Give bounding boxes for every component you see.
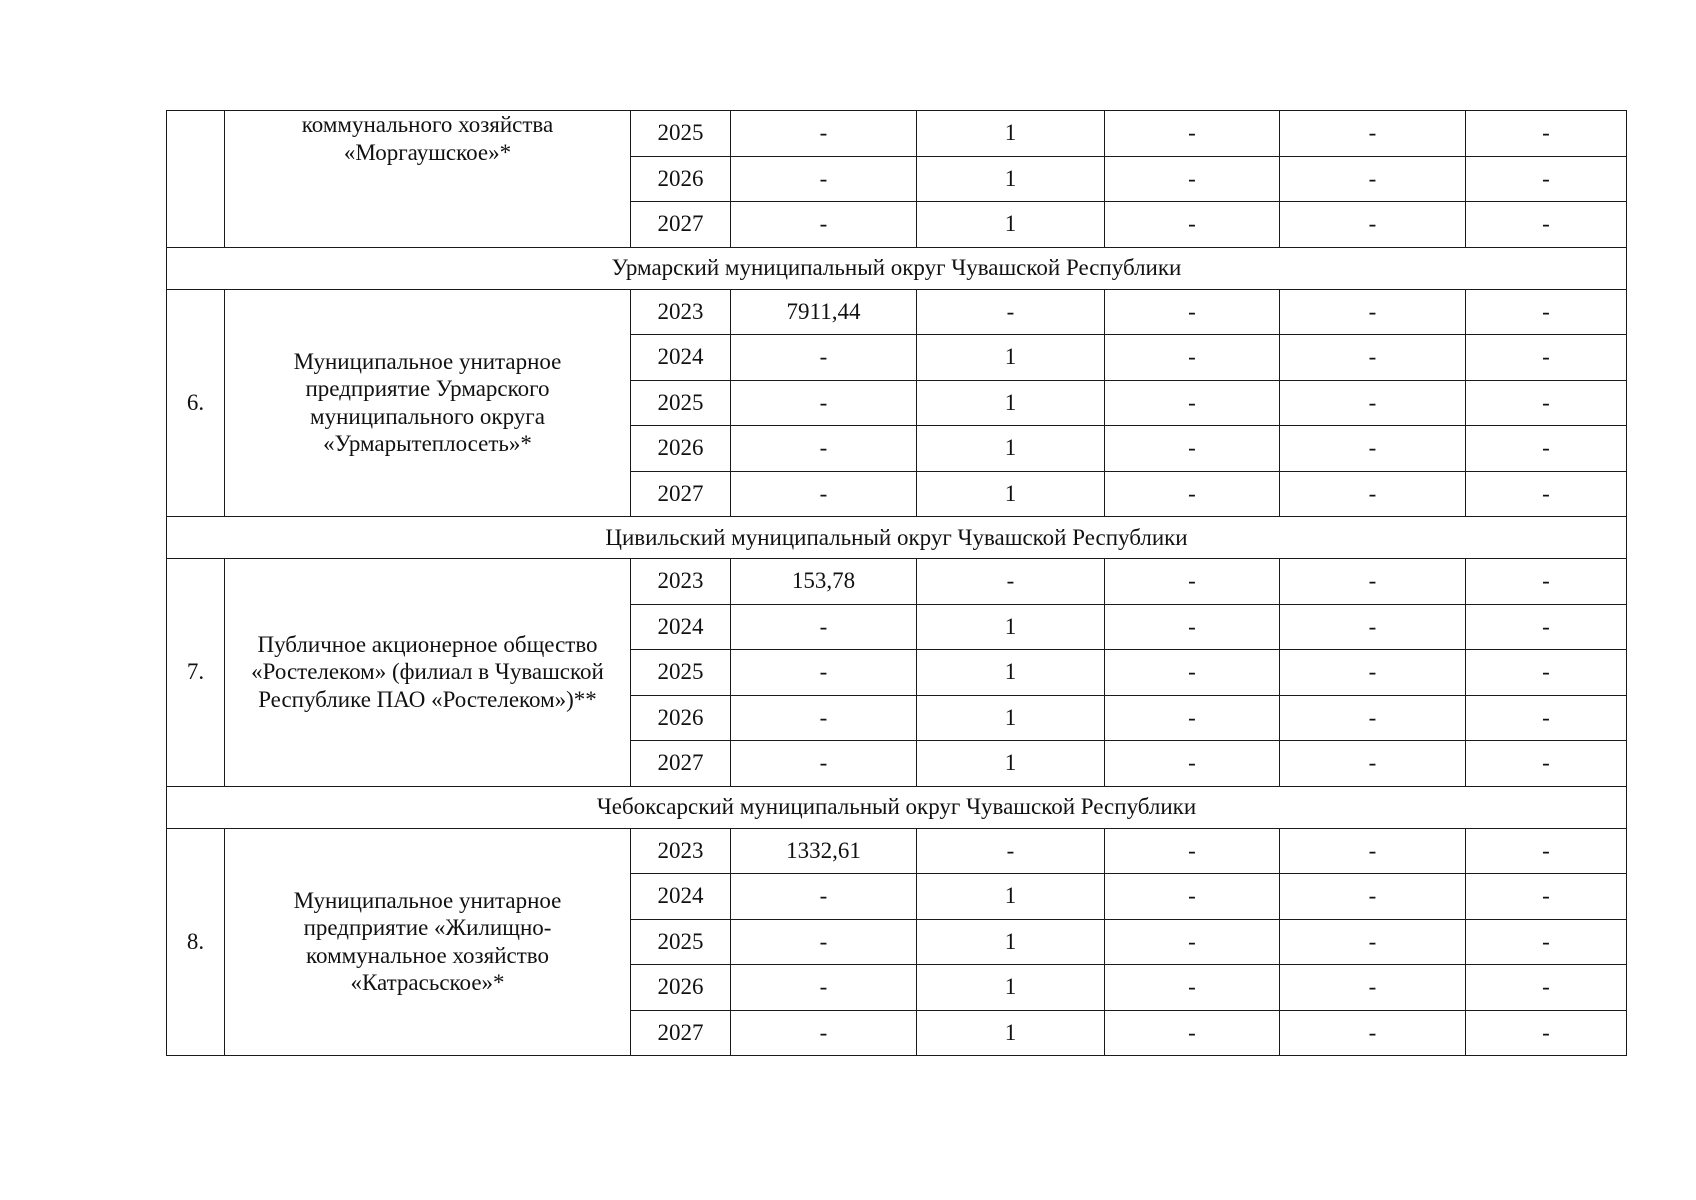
value-cell: 1 bbox=[917, 380, 1105, 426]
organization-name-line: предприятие Урмарского bbox=[305, 376, 550, 402]
organization-name-line: муниципального округа bbox=[310, 403, 545, 429]
organization-name-line: коммунальное хозяйство bbox=[306, 942, 549, 968]
year-cell: 2027 bbox=[631, 741, 731, 787]
value-cell: - bbox=[1280, 604, 1466, 650]
year-cell: 2025 bbox=[631, 919, 731, 965]
value-cell: - bbox=[731, 741, 917, 787]
section-heading: Урмарский муниципальный округ Чувашской Республики bbox=[167, 247, 1627, 289]
value-cell: 1 bbox=[917, 156, 1105, 202]
value-cell: 1 bbox=[917, 874, 1105, 920]
value-cell: - bbox=[1466, 695, 1627, 741]
value-cell: - bbox=[1105, 1010, 1280, 1056]
value-cell: - bbox=[731, 111, 917, 157]
value-cell: - bbox=[1105, 695, 1280, 741]
year-cell: 2026 bbox=[631, 965, 731, 1011]
year-cell: 2025 bbox=[631, 380, 731, 426]
year-cell: 2025 bbox=[631, 111, 731, 157]
value-cell: - bbox=[1105, 650, 1280, 696]
row-number: 7. bbox=[167, 559, 225, 787]
year-cell: 2025 bbox=[631, 650, 731, 696]
value-cell: - bbox=[731, 156, 917, 202]
value-cell: - bbox=[1466, 156, 1627, 202]
section-heading: Чебоксарский муниципальный округ Чувашской Республики bbox=[167, 786, 1627, 828]
value-cell: - bbox=[1280, 1010, 1466, 1056]
data-table bbox=[166, 110, 1627, 1056]
value-cell: - bbox=[1466, 426, 1627, 472]
value-cell: - bbox=[1466, 650, 1627, 696]
value-cell: - bbox=[1280, 335, 1466, 381]
value-cell: - bbox=[1466, 874, 1627, 920]
value-cell: - bbox=[1105, 202, 1280, 248]
value-cell: - bbox=[1280, 559, 1466, 605]
value-cell: - bbox=[731, 650, 917, 696]
value-cell: - bbox=[731, 874, 917, 920]
value-cell: - bbox=[1105, 426, 1280, 472]
row-number: 8. bbox=[167, 828, 225, 1056]
value-cell: - bbox=[1466, 919, 1627, 965]
value-cell: - bbox=[1466, 380, 1627, 426]
organization-name-line: «Ростелеком» (филиал в Чувашской bbox=[251, 659, 604, 685]
value-cell: - bbox=[1280, 650, 1466, 696]
value-cell: 1 bbox=[917, 919, 1105, 965]
value-cell: - bbox=[1280, 426, 1466, 472]
value-cell: - bbox=[1280, 202, 1466, 248]
value-cell: - bbox=[1466, 604, 1627, 650]
value-cell: 1 bbox=[917, 111, 1105, 157]
table-row bbox=[167, 111, 1627, 157]
organization-name bbox=[225, 559, 631, 787]
organization-name-line: Муниципальное унитарное bbox=[293, 348, 562, 374]
year-cell: 2023 bbox=[631, 559, 731, 605]
value-cell: - bbox=[1280, 741, 1466, 787]
organization-name-line: Муниципальное унитарное bbox=[293, 887, 562, 913]
row-number: 6. bbox=[167, 289, 225, 517]
organization-name-line: Республике ПАО «Ростелеком»)** bbox=[258, 687, 597, 713]
organization-name-line: коммунального хозяйства bbox=[301, 112, 554, 137]
year-cell: 2023 bbox=[631, 289, 731, 335]
table-row bbox=[167, 289, 1627, 335]
organization-name bbox=[225, 289, 631, 517]
value-cell: - bbox=[731, 965, 917, 1011]
value-cell: - bbox=[1280, 156, 1466, 202]
value-cell: - bbox=[1466, 471, 1627, 517]
value-cell: 1332,61 bbox=[731, 828, 917, 874]
value-cell: - bbox=[731, 335, 917, 381]
section-row bbox=[167, 786, 1627, 828]
value-cell: 1 bbox=[917, 650, 1105, 696]
value-cell: - bbox=[917, 559, 1105, 605]
value-cell: - bbox=[1105, 965, 1280, 1011]
value-cell: - bbox=[731, 695, 917, 741]
value-cell: 1 bbox=[917, 604, 1105, 650]
value-cell: - bbox=[1105, 156, 1280, 202]
table-body bbox=[167, 111, 1627, 1056]
value-cell: - bbox=[1280, 874, 1466, 920]
year-cell: 2026 bbox=[631, 695, 731, 741]
year-cell: 2026 bbox=[631, 156, 731, 202]
value-cell: - bbox=[1105, 874, 1280, 920]
value-cell: - bbox=[731, 471, 917, 517]
organization-name-line: «Моргаушское»* bbox=[343, 139, 512, 165]
value-cell: 1 bbox=[917, 965, 1105, 1011]
table-row bbox=[167, 559, 1627, 605]
value-cell: 1 bbox=[917, 426, 1105, 472]
year-cell: 2024 bbox=[631, 604, 731, 650]
value-cell: 1 bbox=[917, 741, 1105, 787]
value-cell: - bbox=[731, 202, 917, 248]
value-cell: 153,78 bbox=[731, 559, 917, 605]
section-row bbox=[167, 517, 1627, 559]
value-cell: - bbox=[1280, 111, 1466, 157]
value-cell: - bbox=[1280, 380, 1466, 426]
value-cell: - bbox=[1280, 828, 1466, 874]
value-cell: - bbox=[1105, 828, 1280, 874]
organization-name bbox=[225, 111, 631, 248]
value-cell: - bbox=[1466, 1010, 1627, 1056]
value-cell: 1 bbox=[917, 202, 1105, 248]
value-cell: - bbox=[917, 289, 1105, 335]
value-cell: - bbox=[1280, 471, 1466, 517]
year-cell: 2024 bbox=[631, 874, 731, 920]
value-cell: - bbox=[1105, 289, 1280, 335]
value-cell: - bbox=[917, 828, 1105, 874]
value-cell: - bbox=[1466, 741, 1627, 787]
row-number bbox=[167, 111, 225, 248]
value-cell: - bbox=[1466, 828, 1627, 874]
organization-name bbox=[225, 828, 631, 1056]
year-cell: 2027 bbox=[631, 202, 731, 248]
value-cell: - bbox=[1105, 471, 1280, 517]
value-cell: - bbox=[1280, 965, 1466, 1011]
value-cell: - bbox=[731, 380, 917, 426]
value-cell: - bbox=[731, 1010, 917, 1056]
year-cell: 2027 bbox=[631, 1010, 731, 1056]
value-cell: - bbox=[1280, 289, 1466, 335]
value-cell: - bbox=[731, 604, 917, 650]
organization-name-line: «Урмарытеплосеть»* bbox=[323, 431, 532, 457]
value-cell: - bbox=[1466, 559, 1627, 605]
value-cell: - bbox=[1466, 289, 1627, 335]
value-cell: - bbox=[1280, 919, 1466, 965]
year-cell: 2027 bbox=[631, 471, 731, 517]
value-cell: - bbox=[1105, 559, 1280, 605]
value-cell: - bbox=[1466, 335, 1627, 381]
year-cell: 2026 bbox=[631, 426, 731, 472]
value-cell: - bbox=[1105, 919, 1280, 965]
value-cell: - bbox=[1105, 380, 1280, 426]
year-cell: 2023 bbox=[631, 828, 731, 874]
value-cell: - bbox=[1466, 965, 1627, 1011]
value-cell: 1 bbox=[917, 1010, 1105, 1056]
section-row bbox=[167, 247, 1627, 289]
value-cell: 1 bbox=[917, 335, 1105, 381]
value-cell: - bbox=[1105, 335, 1280, 381]
organization-name-line: «Катрасьское»* bbox=[350, 970, 505, 996]
organization-name-line: Публичное акционерное общество bbox=[257, 631, 598, 657]
value-cell: - bbox=[1466, 202, 1627, 248]
value-cell: - bbox=[731, 426, 917, 472]
value-cell: 7911,44 bbox=[731, 289, 917, 335]
section-heading: Цивильский муниципальный округ Чувашской Республики bbox=[167, 517, 1627, 559]
organization-name-line: предприятие «Жилищно- bbox=[303, 915, 552, 941]
year-cell: 2024 bbox=[631, 335, 731, 381]
table-row bbox=[167, 828, 1627, 874]
value-cell: - bbox=[731, 919, 917, 965]
value-cell: - bbox=[1105, 741, 1280, 787]
value-cell: - bbox=[1466, 111, 1627, 157]
value-cell: 1 bbox=[917, 695, 1105, 741]
value-cell: - bbox=[1105, 111, 1280, 157]
value-cell: - bbox=[1105, 604, 1280, 650]
value-cell: - bbox=[1280, 695, 1466, 741]
value-cell: 1 bbox=[917, 471, 1105, 517]
